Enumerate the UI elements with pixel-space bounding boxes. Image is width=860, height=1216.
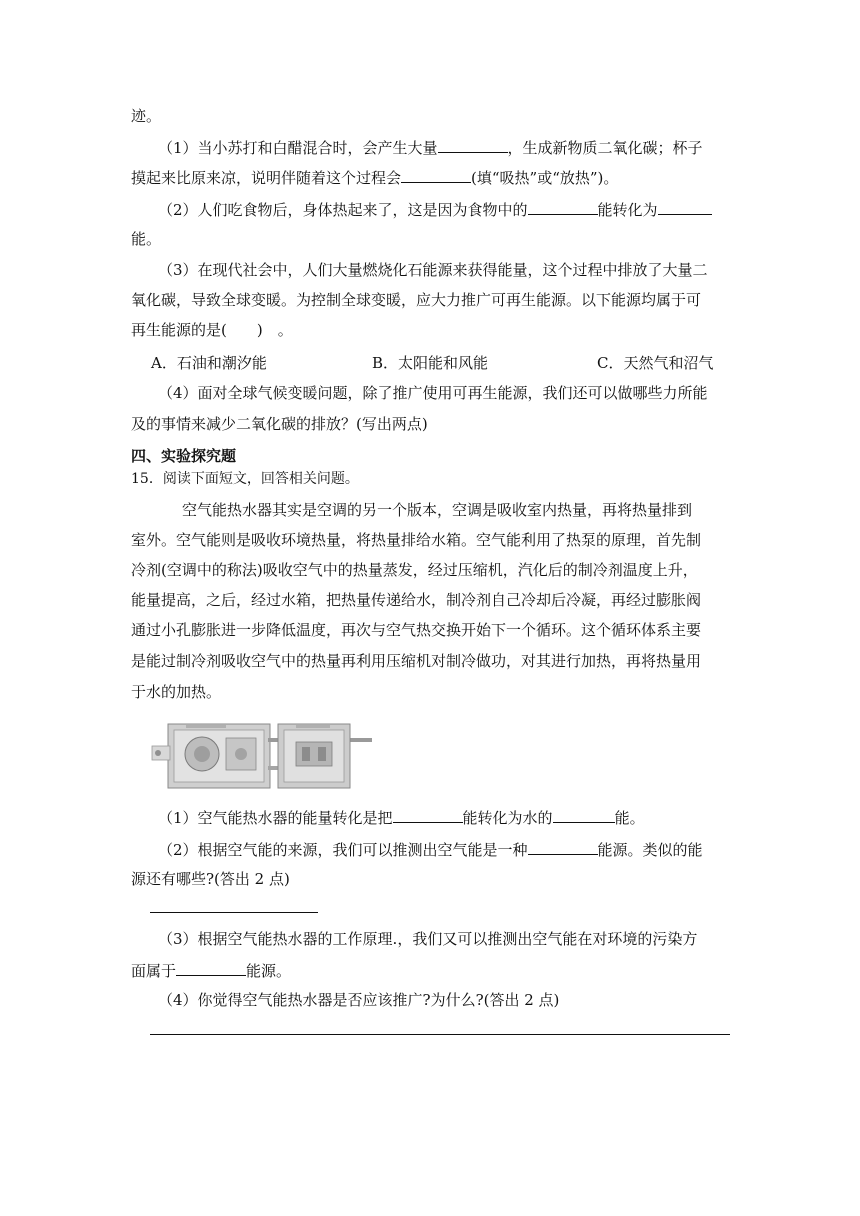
answer-blank[interactable]: [438, 136, 508, 153]
q14-part1-text-c: 摸起来比原来凉，说明伴随着这个过程会: [131, 169, 402, 187]
answer-blank[interactable]: [553, 806, 615, 823]
q14-part4-line2: 及的事情来减少二氧化碳的排放？(写出两点): [131, 415, 428, 433]
carry-over-text: 迹。: [131, 107, 162, 125]
q15-part3-line2: [131, 959, 291, 981]
q14-part1-line1: [158, 136, 703, 158]
q15-part1: [158, 806, 645, 828]
answer-line[interactable]: [150, 1034, 730, 1035]
answer-blank[interactable]: [528, 838, 598, 855]
q14-part1-text-b: ，生成新物质二氧化碳；杯子: [507, 139, 703, 157]
q14-part3-line1: （3）在现代社会中，人们大量燃烧化石能源来获得能量，这个过程中排放了大量二: [158, 261, 708, 279]
q15-part1-text-c: 能。: [614, 809, 645, 827]
passage-line: 是能过制冷剂吸收空气中的热量再利用压缩机对制冷做功，对其进行加热，再将热量用: [131, 652, 702, 670]
q14-part1-line2: [131, 166, 618, 188]
q14-part3-line2: 氧化碳，导致全球变暖。为控制全球变暖，应大力推广可再生能源。以下能源均属于可: [131, 291, 702, 309]
answer-blank[interactable]: [401, 166, 471, 183]
q14-part1-text-d: (填“吸热”或“放热”)。: [471, 169, 619, 187]
q14-part1-text-a: （1）当小苏打和白醋混合时，会产生大量: [158, 139, 438, 157]
passage-line: 能量提高，之后，经过水箱，把热量传递给水，制冷剂自己冷却后冷凝，再经过膨胀阀: [131, 591, 702, 609]
passage-line: 室外。空气能则是吸收环境热量，将热量排给水箱。空气能利用了热泵的原理，首先制: [131, 531, 702, 549]
q15-intro: 15．阅读下面短文，回答相关问题。: [131, 471, 359, 487]
q14-part2-text-c: 能。: [131, 230, 162, 248]
answer-blank[interactable]: [176, 959, 246, 976]
answer-blank[interactable]: [658, 198, 712, 215]
q15-part2-line2: 源还有哪些?(答出 2 点): [131, 870, 290, 888]
answer-blank[interactable]: [528, 198, 598, 215]
option-a[interactable]: A．石油和潮汐能: [151, 354, 267, 372]
q14-part2-text-a: （2）人们吃食物后，身体热起来了，这是因为食物中的: [158, 201, 528, 219]
q14-part2-text-b: 能转化为: [597, 201, 658, 219]
q15-part1-text-a: （1）空气能热水器的能量转化是把: [158, 809, 393, 827]
heat-pump-figure: [150, 716, 375, 792]
q15-part2-text-b: 能源。类似的能: [597, 841, 703, 859]
passage-line: 冷剂(空调中的称法)吸收空气中的热量蒸发，经过压缩机，汽化后的制冷剂温度上升，: [131, 561, 698, 579]
answer-blank[interactable]: [393, 806, 463, 823]
q15-part1-text-b: 能转化为水的: [462, 809, 553, 827]
q14-part2-line1: [158, 198, 712, 220]
option-c[interactable]: C．天然气和沼气: [597, 354, 714, 372]
passage-line: 于水的加热。: [131, 683, 222, 701]
q15-part3-text-b: 面属于: [131, 962, 177, 980]
q14-part3-line3: 再生能源的是( ) 。: [131, 321, 293, 339]
answer-line[interactable]: [150, 912, 318, 913]
option-b[interactable]: B．太阳能和风能: [372, 354, 489, 372]
section-heading: 四、实验探究题: [131, 447, 237, 465]
q15-part3-text-c: 能源。: [246, 962, 292, 980]
passage-line: 空气能热水器其实是空调的另一个版本，空调是吸收室内热量，再将热量排到: [182, 501, 693, 519]
q15-part4: （4）你觉得空气能热水器是否应该推广?为什么?(答出 2 点): [158, 991, 560, 1009]
q14-part4-line1: （4）面对全球气候变暖问题，除了推广使用可再生能源，我们还可以做哪些力所能: [158, 384, 708, 402]
q15-part2-line1: [158, 838, 703, 860]
q15-part2-text-a: （2）根据空气能的来源，我们可以推测出空气能是一种: [158, 841, 528, 859]
passage-line: 通过小孔膨胀进一步降低温度，再次与空气热交换开始下一个循环。这个循环体系主要: [131, 621, 702, 639]
q15-part3-line1: （3）根据空气能热水器的工作原理.，我们又可以推测出空气能在对环境的污染方: [158, 930, 698, 948]
